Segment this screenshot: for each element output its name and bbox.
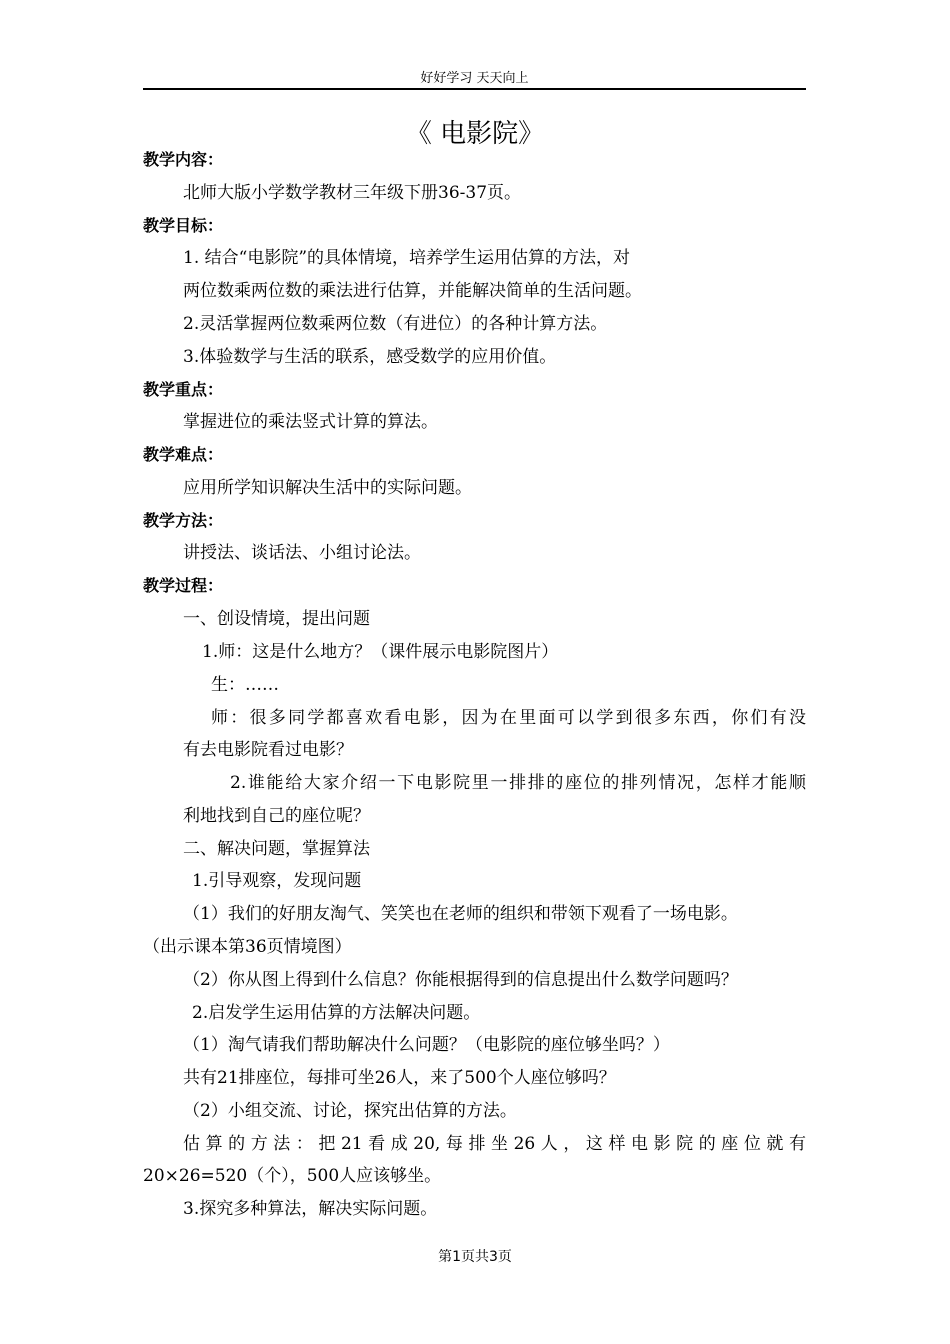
process-step-2: 1.师：这是什么地方？（课件展示电影院图片） <box>202 642 559 662</box>
difficulty-text: 应用所学知识解决生活中的实际问题。 <box>183 478 472 498</box>
process-step-9: （2）你从图上得到什么信息？你能根据得到的信息提出什么数学问题吗？ <box>183 970 738 990</box>
method-text: 讲授法、谈话法、小组讨论法。 <box>183 543 421 563</box>
difficulty-heading: 教学难点： <box>143 445 224 464</box>
page-header: 好好学习 天天向上 <box>420 71 529 86</box>
focus-text: 掌握进位的乘法竖式计算的算法。 <box>183 412 438 432</box>
process-step-8-line-1: （1）我们的好朋友淘气、笑笑也在老师的组织和带领下观看了一场电影。 <box>183 904 738 924</box>
page-footer: 第1页共3页 <box>438 1249 512 1265</box>
process-step-5-line-2: 利地找到自己的座位呢？ <box>183 806 370 826</box>
process-step-8-line-2: （出示课本第36页情境图） <box>143 937 352 957</box>
document-title: 《 电影院》 <box>405 119 545 149</box>
process-step-13: （2）小组交流、讨论，探究出估算的方法。 <box>183 1101 517 1121</box>
goals-heading: 教学目标： <box>143 216 224 235</box>
goal-3: 3.体验数学与生活的联系，感受数学的应用价值。 <box>183 347 557 367</box>
process-step-11: （1）淘气请我们帮助解决什么问题？（电影院的座位够坐吗？） <box>183 1035 670 1055</box>
process-step-12: 共有21排座位，每排可坐26人，来了500个人座位够吗？ <box>183 1068 616 1088</box>
process-step-3: 生：…… <box>211 675 279 695</box>
process-step-5-line-1: 2.谁能给大家介绍一下电影院里一排排的座位的排列情况，怎样才能顺 <box>230 773 806 793</box>
process-heading: 教学过程： <box>143 576 224 595</box>
process-step-14-line-1: 估算的方法：把21看成20,每排坐26人，这样电影院的座位就有 <box>183 1134 806 1154</box>
method-heading: 教学方法： <box>143 511 224 530</box>
content-text: 北师大版小学数学教材三年级下册36-37页。 <box>183 183 522 203</box>
header-divider <box>143 88 806 90</box>
process-step-6: 二、解决问题，掌握算法 <box>183 839 370 859</box>
process-step-10: 2.启发学生运用估算的方法解决问题。 <box>192 1003 481 1023</box>
content-heading: 教学内容： <box>143 150 224 169</box>
process-step-1: 一、创设情境，提出问题 <box>183 609 370 629</box>
process-step-7: 1.引导观察，发现问题 <box>192 871 362 891</box>
process-step-14-line-2: 20×26=520（个），500人应该够坐。 <box>143 1166 442 1186</box>
process-step-15: 3.探究多种算法，解决实际问题。 <box>183 1199 438 1219</box>
process-step-4-line-2: 有去电影院看过电影？ <box>183 740 353 760</box>
focus-heading: 教学重点： <box>143 380 224 399</box>
goal-1-line-2: 两位数乘两位数的乘法进行估算，并能解决简单的生活问题。 <box>183 281 642 301</box>
process-step-4-line-1: 师：很多同学都喜欢看电影，因为在里面可以学到很多东西，你们有没 <box>211 708 806 728</box>
goal-2: 2.灵活掌握两位数乘两位数（有进位）的各种计算方法。 <box>183 314 608 334</box>
goal-1-line-1: 1. 结合“电影院”的具体情境，培养学生运用估算的方法，对 <box>183 248 631 268</box>
